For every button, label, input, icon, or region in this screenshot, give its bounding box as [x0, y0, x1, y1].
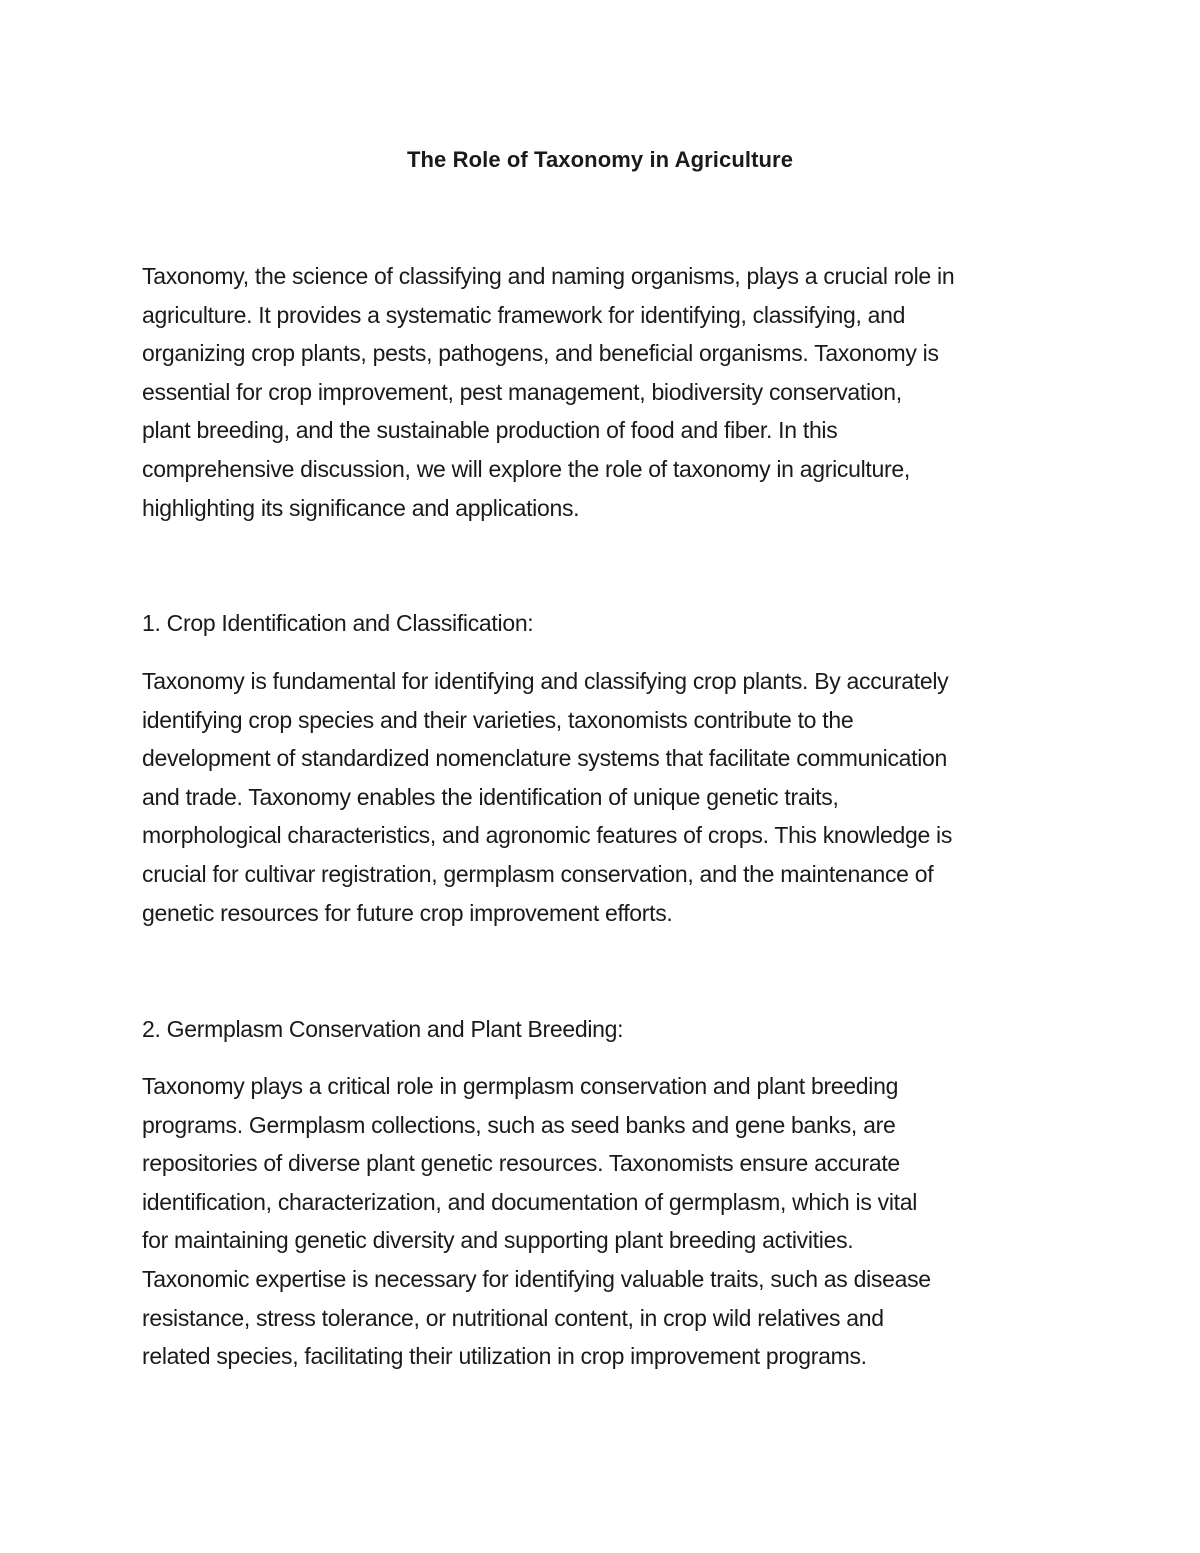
paragraph-line: repositories of diverse plant genetic resources. Taxonomists ensure accurate: [142, 1150, 900, 1177]
section-paragraph: [142, 1067, 1072, 1376]
document-title: The Role of Taxonomy in Agriculture: [406, 147, 794, 172]
section-heading-text: 2. Germplasm Conservation and Plant Breeding:: [142, 1016, 624, 1042]
intro-line: Taxonomy, the science of classifying and naming organisms, plays a crucial role in: [142, 263, 955, 289]
intro-line: comprehensive discussion, we will explore the role of taxonomy in agriculture,: [142, 455, 910, 482]
paragraph-line: development of standardized nomenclature systems that facilitate communication: [142, 745, 948, 772]
intro-line: organizing crop plants, pests, pathogens, and beneficial organisms. Taxonomy is: [142, 340, 939, 367]
paragraph-line: for maintaining genetic diversity and supporting plant breeding activities.: [142, 1227, 854, 1254]
intro-line: agriculture. It provides a systematic framework for identifying, classifying, and: [142, 301, 906, 328]
section-heading: [142, 604, 1072, 643]
paragraph-line: crucial for cultivar registration, germplasm conservation, and the maintenance of: [142, 860, 934, 887]
paragraph-line: Taxonomy plays a critical role in germplasm conservation and plant breeding: [142, 1073, 899, 1099]
paragraph-line: programs. Germplasm collections, such as seed banks and gene banks, are: [142, 1111, 896, 1138]
paragraph-line: genetic resources for future crop improvement efforts.: [142, 899, 673, 926]
paragraph-line: related species, facilitating their utilization in crop improvement programs.: [142, 1343, 867, 1370]
paragraph-line: and trade. Taxonomy enables the identification of unique genetic traits,: [142, 783, 839, 810]
paragraph-line: morphological characteristics, and agronomic features of crops. This knowledge is: [142, 822, 953, 849]
section-heading: [142, 1010, 1072, 1049]
section-paragraph: [142, 662, 1072, 932]
intro-paragraph: [142, 257, 1072, 527]
intro-line: essential for crop improvement, pest management, biodiversity conservation,: [142, 378, 902, 405]
paragraph-line: resistance, stress tolerance, or nutritional content, in crop wild relatives and: [142, 1304, 884, 1331]
intro-line: plant breeding, and the sustainable production of food and fiber. In this: [142, 417, 838, 444]
paragraph-line: identification, characterization, and documentation of germplasm, which is vital: [142, 1188, 918, 1215]
paragraph-line: Taxonomy is fundamental for identifying and classifying crop plants. By accurately: [142, 668, 949, 694]
paragraph-line: Taxonomic expertise is necessary for identifying valuable traits, such as disease: [142, 1265, 931, 1292]
paragraph-line: identifying crop species and their varieties, taxonomists contribute to the: [142, 706, 854, 733]
section-heading-text: 1. Crop Identification and Classification:: [142, 610, 534, 636]
intro-line: highlighting its significance and applications.: [142, 494, 580, 521]
